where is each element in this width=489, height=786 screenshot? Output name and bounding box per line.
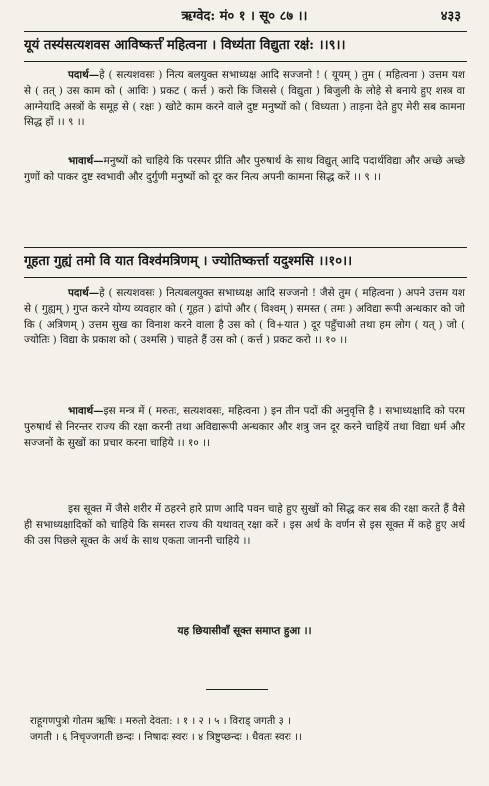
mantra-rule-bottom bbox=[24, 277, 467, 278]
page-header bbox=[0, 6, 489, 26]
padartha-9 bbox=[24, 68, 465, 131]
mantra-10: गूहता गुह्यं तमो वि यात विश्व॑मत्रिणम् । ज्योतिष्कर्त्ता यदुश्मसि ।।१०।। bbox=[24, 254, 353, 269]
bhavartha-9 bbox=[24, 154, 465, 186]
page-number: ४३३ bbox=[440, 9, 461, 24]
bhavartha-10 bbox=[24, 404, 465, 451]
mantra-9: यूयं तस्य॑सत्यशवस आविष्कर्त्त॑ महित्वना । विध्य॑ता विद्युता रक्ष॑: ।।९।। bbox=[24, 38, 346, 53]
padartha-10 bbox=[24, 286, 465, 349]
bhavartha-label: भावार्थ— bbox=[68, 155, 104, 167]
header-rule bbox=[24, 31, 467, 32]
padartha-label: पदार्थ— bbox=[68, 69, 100, 81]
metadata-line-2: जगती । ६ निचृज्जगती छन्दः । निषादः स्वरः । ४ त्रिष्टुप्छन्दः । धैवतः स्वरः ।। bbox=[30, 732, 302, 743]
sukta-metadata bbox=[30, 714, 465, 746]
bhavartha-text: मनुष्यों को चाहिये कि परस्पर प्रीति और पुरुषार्थ के साथ विद्युत् आदि पदार्थविद्या और अच्छे अच्छे गुणों को पाकर दुष्ट स्वभावी और दुर्गुणी मनुष्यों को दूर कर नित्य अपनी कामना सिद्ध करें ।। ९ ।। bbox=[24, 155, 465, 183]
padartha-label: पदार्थ— bbox=[68, 287, 100, 299]
bhavartha-text: इस मन्त्र में ( मरुतः, सत्यशवसः, महित्वना ) इन तीन पदों की अनुवृत्ति है । सभाध्यक्षादि को परम पुरुषार्थ से निरन्तर राज्य की रक्षा करनी तथा अविद्यारूपी अन्धकार और शत्रु जन दूर करने चाहियें तथा विद्या धर्म और सज्जनों के सुखों का प्रचार करना चाहिये ।। १० ।। bbox=[24, 405, 465, 449]
mantra-rule bbox=[24, 61, 467, 62]
padartha-text: हे ( सत्यशवसः ) नित्य बलयुक्त सभाध्यक्ष आदि सज्जनो ! ( यूयम् ) तुम ( महित्वना ) उत्तम यश से ( तत् ) उस काम को ( आविः ) प्रकट ( कर्त्त ) करो कि जिससे ( विद्युता ) बिजुली के लोहे से बनाये हुए शस्त्र वा आग्नेयादि अस्त्रों के समूह से ( रक्षः ) खोटे काम करने वाले दुष्ट मनुष्यों को ( विध्यता ) ताड़ना देते हुए मेरी सब कामना सिद्ध हों ।। ९ ।। bbox=[24, 69, 465, 129]
running-title: ऋग्वेद: मं० १ । सू० ८७ ।। bbox=[181, 9, 308, 24]
separator-rule bbox=[206, 689, 268, 690]
bhavartha-label: भावार्थ— bbox=[68, 405, 104, 417]
sukta-summary: इस सूक्त में जैसे शरीर में ठहरने हारे प्राण आदि पवन चाहे हुए सुखों को सिद्ध कर सब की रक्षा करते हैं वैसे ही सभाध्यक्षादिकों को चाहिये कि समस्त राज्य की यथावत् रक्षा करें । इस अर्थ के वर्णन से इस सूक्त में कहे हुए अर्थ की उस पिछले सूक्त के अर्थ के साथ एकता जाननी चाहिये ।। bbox=[24, 503, 465, 547]
metadata-line-1: राहूगणपुत्रो गोतम ऋषिः । मरुतो देवता: । १ । २ । ५ । विराड् जगती ३ । bbox=[30, 716, 291, 727]
mantra-rule-top bbox=[24, 247, 467, 248]
sukta-end-note: यह छियासीवाँ सूक्त समाप्त हुआ ।। bbox=[177, 625, 312, 637]
padartha-text: हे ( सत्यशवसः ) नित्यबलयुक्त सभाध्यक्ष आदि सज्जनो ! जैसे तुम ( महित्वना ) अपने उत्तम यश से ( गुह्यम् ) गुप्त करने योग्य व्यवहार को ( गूहत ) ढांपो और ( विश्वम् ) समस्त ( तमः ) अविद्या रूपी अन्धकार को जो कि ( अत्रिणम् ) उत्तम सुख का विनाश करने वाला है उस को ( वि+यात ) दूर पहुँचाओ तथा हम लोग ( यत् ) जो ( ज्योतिः ) विद्या के प्रकाश को ( उश्मसि ) चाहते हैं उस को ( कर्त्त ) प्रकट करो ।। १० ।। bbox=[24, 287, 465, 347]
